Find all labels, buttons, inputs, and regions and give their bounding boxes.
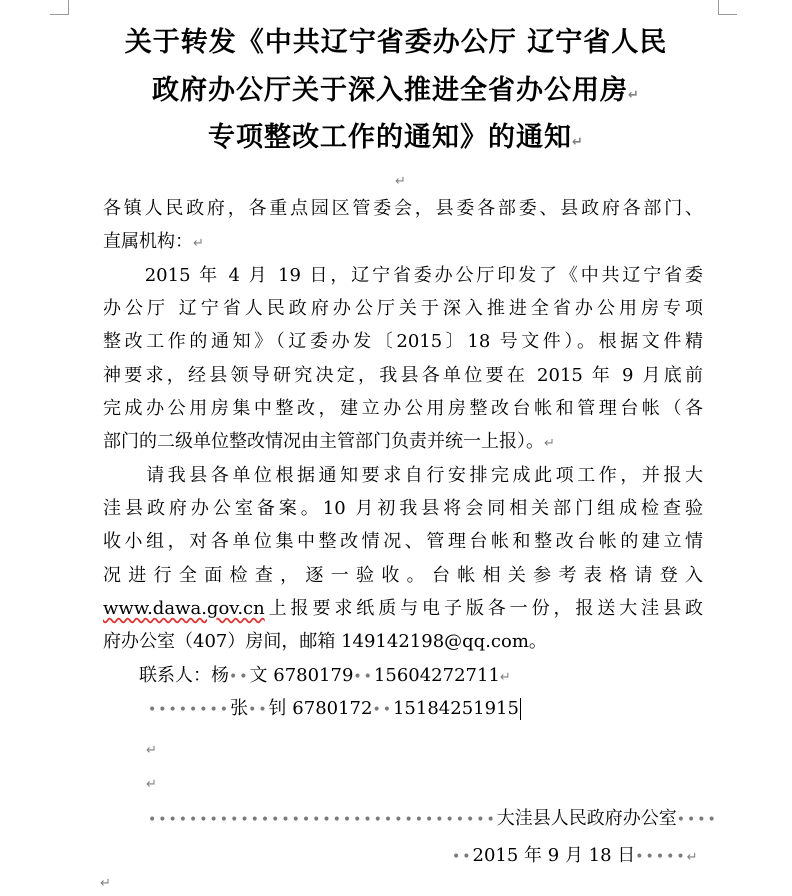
space-marks: ••: [229, 669, 250, 685]
doc-title-line-2: [0, 68, 792, 107]
empty-paragraph-mark: ↵: [146, 743, 157, 758]
para1-line-5: 完成办公用房集中整改，建立办公用房整改台帐和管理台帐（各: [103, 398, 703, 419]
signature-date: 2015 年 9 月 18 日: [472, 845, 636, 866]
para1-line-1: 2015 年 4 月 19 日，辽宁省委办公厅印发了《中共辽宁省委: [103, 265, 703, 286]
para2-line-1: 请我县各单位根据通知要求自行安排完成此项工作，并报大: [103, 465, 703, 486]
date-line: [452, 844, 712, 870]
page-corner-top-right: [718, 0, 737, 15]
space-marks: •••••: [635, 849, 687, 865]
space-marks: ••: [353, 669, 374, 685]
contact1-name-phone: 文 6780179: [249, 665, 354, 686]
empty-paragraph-mark: ↵: [395, 174, 406, 189]
contact2-surname: 张: [230, 698, 249, 719]
paragraph-mark: ↵: [193, 236, 204, 251]
space-marks: ••: [372, 702, 393, 718]
title-line-2-text: 政府办公厅关于深入推进全省办公用房: [152, 75, 629, 106]
para1-line-4: 神要求，经县领导研究决定，我县各单位要在 2015 年 9 月底前: [103, 365, 703, 386]
paragraph-mark: ↵: [686, 850, 698, 865]
paragraph-mark: ↵: [499, 670, 511, 685]
salutation-text: 直属机构：: [103, 231, 193, 252]
salutation-line-1: 各镇人民政府，各重点园区管委会，县委各部委、县政府各部门、: [103, 198, 703, 219]
website-link[interactable]: www.dawa.gov.cn: [103, 598, 265, 619]
contact-label: 联系人：杨: [103, 665, 229, 686]
para2-line-4: 况进行全面检查，逐一验收。台帐相关参考表格请登入: [103, 565, 703, 586]
para2-line-6: 府办公室（407）房间，邮箱 149142198@qq.com。: [103, 631, 547, 652]
paragraph-mark: ↵: [544, 436, 555, 451]
salutation-line-2: [103, 230, 703, 256]
space-marks: ••••••••••••••••••••••••••••••••••: [148, 812, 497, 828]
signature-org: 大洼县人民政府办公室: [496, 808, 677, 829]
space-marks: ••: [248, 702, 269, 718]
title-line-3-text: 专项整改工作的通知》的通知: [208, 122, 573, 153]
doc-title-line-1: 关于转发《中共辽宁省委办公厅 辽宁省人民: [124, 27, 668, 58]
para1-line-6: [103, 430, 703, 456]
text-cursor: [520, 698, 521, 720]
signature-line: [148, 807, 718, 832]
space-marks: ••••••••: [148, 702, 231, 718]
para1-line-6-text: 部门的二级单位整改情况由主管部门负责并统一上报）。: [103, 431, 544, 452]
contact2-mobile: 15184251915: [392, 698, 519, 719]
contact2-name-phone: 钊 6780172: [268, 698, 373, 719]
empty-paragraph-mark: ↵: [100, 876, 111, 891]
space-marks: ••••: [676, 812, 718, 828]
paragraph-mark: ↵: [628, 88, 640, 103]
para2-line-2: 洼县政府办公室备案。10 月初我县将会同相关部门组成检查验: [103, 498, 703, 519]
para2-line-5-text: 上报要求纸质与电子版各一份，报送大洼县政: [264, 598, 703, 619]
contact-line-1: [103, 664, 703, 690]
para1-line-3: 整改工作的通知》（辽委办发〔2015〕18 号文件）。根据文件精: [103, 331, 703, 352]
paragraph-mark: ↵: [572, 135, 584, 150]
page-corner-top-left: [50, 0, 69, 15]
empty-paragraph-mark: ↵: [146, 777, 157, 792]
para1-line-2: 办公厅 辽宁省人民政府办公厅关于深入推进全省办公用房专项: [103, 298, 703, 319]
space-marks: ••: [452, 849, 473, 865]
contact-line-2: [148, 697, 748, 722]
para2-line-5: [103, 597, 703, 621]
contact1-mobile: 15604272711: [373, 665, 500, 686]
doc-title-line-3: [0, 115, 792, 154]
para2-line-3: 收小组，对各单位集中整改情况、管理台帐和整改台帐的建立情: [103, 531, 703, 552]
